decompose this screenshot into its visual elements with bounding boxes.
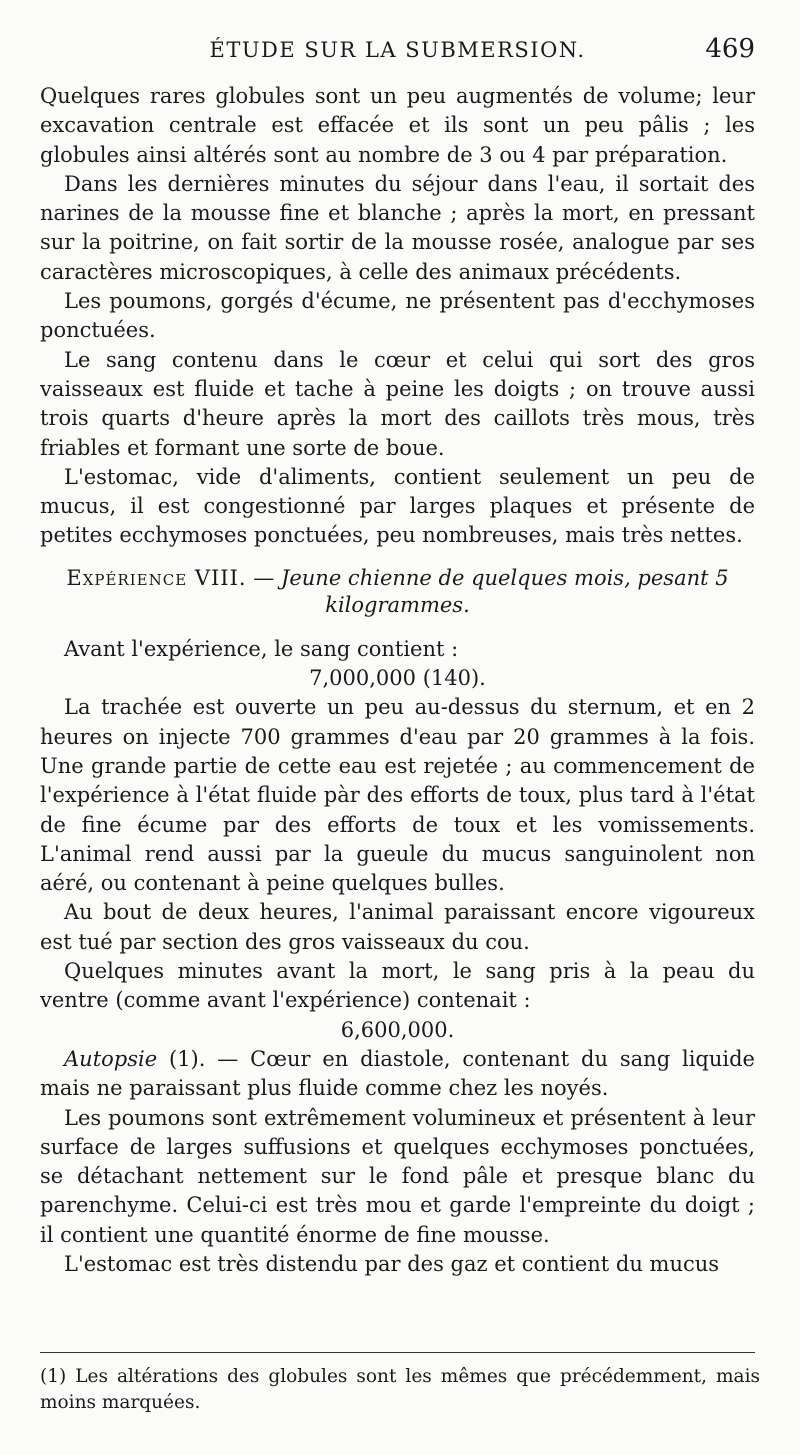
- paragraph-11: Les poumons sont extrêmement volumineux et présentent à leur surface de larges suffusions et quelques ecchymoses ponctuées, se détachant nettement sur le fond pâle et presque blanc du parenchyme. Celui-ci est très mou et garde l'empreinte du doigt ; il contient une quantité énorme de fine mousse.: [40, 1105, 755, 1247]
- paragraph-7: La trachée est ouverte un peu au-dessus du sternum, et en 2 heures on injecte 700 grammes d'eau par 20 grammes à la fois. Une grande partie de cette eau est rejetée ; au commencement de l'expérience à l'état fluide pàr des efforts de toux, plus tard à l'état de fine écume par des efforts de toux et les vomissements. L'animal rend aussi par la gueule du mucus sanguinolent non aéré, ou contenant à peine quelques bulles.: [40, 695, 755, 896]
- page-header: [40, 34, 755, 68]
- paragraph-12: L'estomac est très distendu par des gaz et contient du mucus: [64, 1251, 720, 1276]
- blood-count-after: 6,600,000.: [340, 1017, 455, 1042]
- autopsie-note: (1). —: [157, 1046, 251, 1071]
- paragraph-9: Quelques minutes avant la mort, le sang pris à la peau du ventre (comme avant l'expérience) contenait :: [40, 959, 755, 1013]
- paragraph-4: Le sang contenu dans le cœur et celui qui sort des gros vaisseaux est fluide et tache à peine les doigts ; on trouve aussi trois quarts d'heure après la mort des caillots très mous, très friables et formant une sorte de boue.: [40, 347, 755, 460]
- blood-count-before: 7,000,000 (140).: [309, 666, 486, 691]
- autopsie-label: Autopsie: [64, 1046, 158, 1071]
- body-text: [40, 82, 755, 1279]
- paragraph-3: Les poumons, gorgés d'écume, ne présentent pas d'ecchymoses ponctuées.: [40, 289, 755, 343]
- experiment-dash: —: [246, 565, 281, 590]
- experiment-heading: [40, 565, 755, 619]
- footnote-rule: [40, 1352, 755, 1353]
- running-title: ÉTUDE SUR LA SUBMERSION.: [209, 38, 586, 62]
- paragraph-2: Dans les dernières minutes du séjour dans l'eau, il sortait des narines de la mousse fine et blanche ; après la mort, en pressant sur la poitrine, on fait sortir de la mousse rosée, analogue par ses caractères microscopiques, à celle des animaux précédents.: [40, 171, 755, 284]
- paragraph-5: L'estomac, vide d'aliments, contient seulement un peu de mucus, il est congestionné par larges plaques et présente de petites ecchymoses ponctuées, peu nombreuses, mais très nettes.: [40, 464, 755, 548]
- experiment-label: Expérience VIII.: [66, 565, 247, 590]
- footnote: (1) Les altérations des globules sont les mêmes que précédemment, mais moins marquées.: [40, 1366, 760, 1413]
- paragraph-6: Avant l'expérience, le sang contient :: [64, 636, 459, 661]
- experiment-title: Jeune chienne de quelques mois, pesant 5 kilogrammes.: [280, 565, 729, 617]
- paragraph-1: Quelques rares globules sont un peu augmentés de volume; leur excavation centrale est effacée et ils sont un peu pâlis ; les globules ainsi altérés sont au nombre de 3 ou 4 par préparation.: [40, 84, 755, 167]
- paragraph-10: [40, 1045, 755, 1104]
- autopsie-text: Cœur en diastole, contenant du sang liquide mais ne paraissant plus fluide comme chez les noyés.: [40, 1046, 755, 1101]
- paragraph-8: Au bout de deux heures, l'animal paraissant encore vigoureux est tué par section des gros vaisseaux du cou.: [40, 900, 755, 954]
- page-number: 469: [705, 34, 755, 64]
